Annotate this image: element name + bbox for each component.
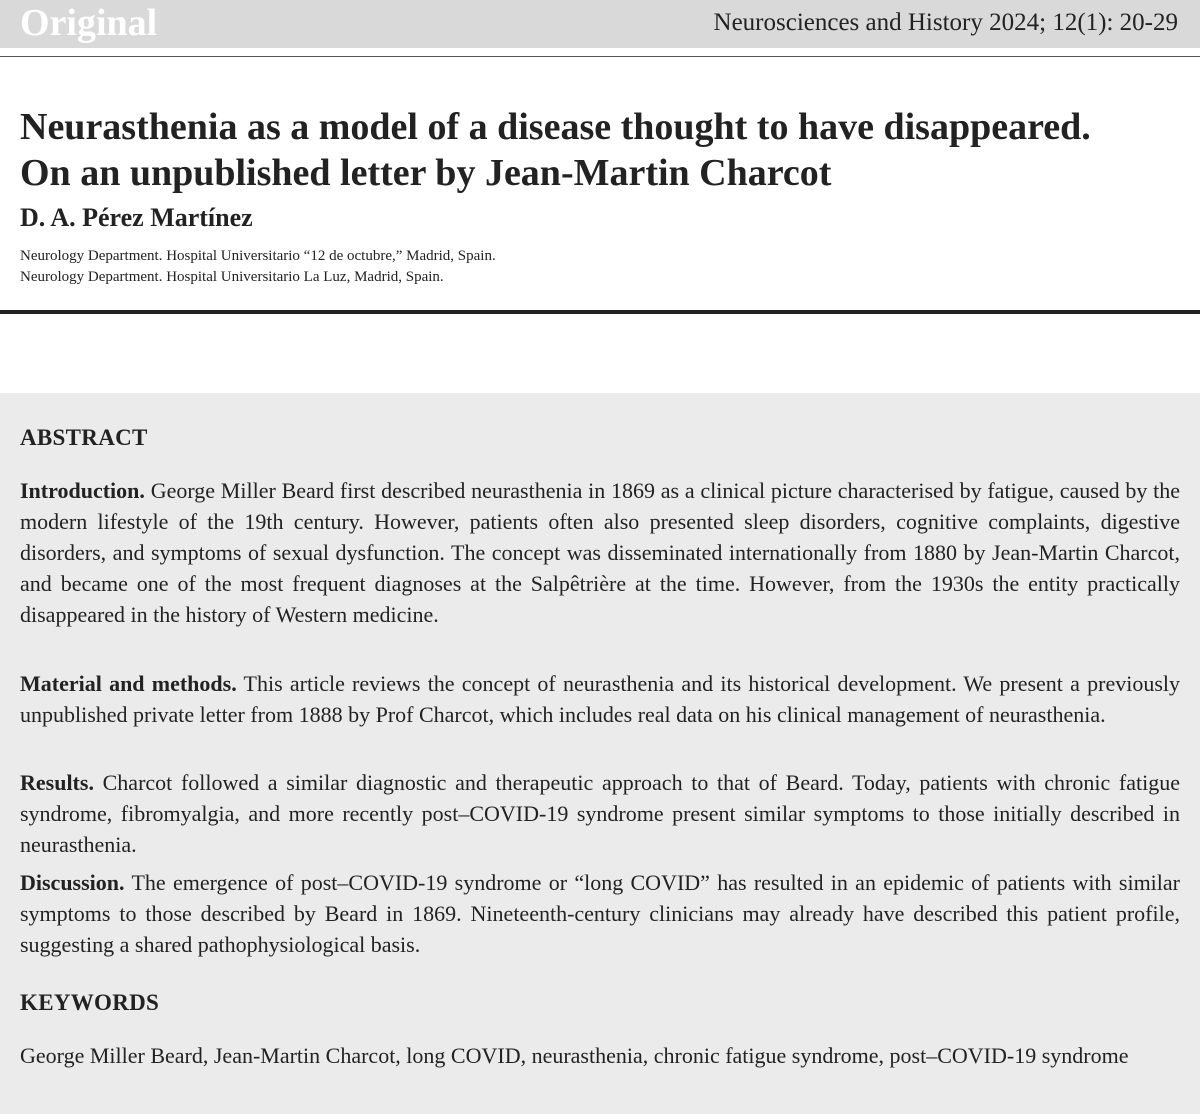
discussion-label: Discussion. [20,870,125,895]
article-title-line-1: Neurasthenia as a model of a disease thought to have disappeared. [20,106,1091,148]
title-divider [0,310,1200,314]
abstract-methods [20,668,1180,730]
affiliation-2: Neurology Department. Hospital Universitario La Luz, Madrid, Spain. [20,269,444,285]
abstract-heading: ABSTRACT [20,425,148,450]
journal-citation: Neurosciences and History 2024; 12(1): 20-29 [713,9,1178,36]
article-title [20,104,1185,196]
results-text: Charcot followed a similar diagnostic and therapeutic approach to that of Beard. Today, patients with chronic fatigue syndrome, fibromyalgia, and more recently post–COVID-19 syndrome present similar symptoms to those initially described in neurasthenia. [20,770,1180,857]
methods-text: This article reviews the concept of neurasthenia and its historical development. We present a previously unpublished private letter from 1888 by Prof Charcot, which includes real data on his clinical management of neurasthenia. [20,671,1181,727]
abstract-introduction [20,475,1180,630]
methods-label: Material and methods. [20,671,237,696]
keywords-heading: KEYWORDS [20,990,160,1015]
header-divider [0,56,1200,57]
author-names: D. A. Pérez Martínez [20,203,253,232]
header-band [0,0,1200,48]
keywords-text: George Miller Beard, Jean-Martin Charcot, long COVID, neurasthenia, chronic fatigue syndrome, post–COVID-19 syndrome [20,1043,1129,1068]
abstract-discussion [20,867,1180,960]
affiliations [20,246,496,288]
affiliation-1: Neurology Department. Hospital Universitario “12 de octubre,” Madrid, Spain. [20,248,496,264]
article-title-line-2: On an unpublished letter by Jean-Martin Charcot [20,152,832,194]
discussion-text: The emergence of post–COVID-19 syndrome or “long COVID” has resulted in an epidemic of patients with similar symptoms to those described by Beard in 1869. Nineteenth-century clinicians may already have described this patient profile, suggesting a shared pathophysiological basis. [20,870,1180,957]
abstract-results [20,767,1180,860]
abstract-box [0,393,1200,1114]
results-label: Results. [20,770,94,795]
section-label: Original [20,2,158,44]
introduction-label: Introduction. [20,478,145,503]
introduction-text: George Miller Beard first described neurasthenia in 1869 as a clinical picture characterised by fatigue, caused by the modern lifestyle of the 19th century. However, patients often also presented sleep disorders, cognitive complaints, digestive disorders, and symptoms of sexual dysfunction. The concept was disseminated internationally from 1880 by Jean-Martin Charcot, and became one of the most frequent diagnoses at the Salpêtrière at the time. However, from the 1930s the entity practically disappeared in the history of Western medicine. [20,478,1180,627]
